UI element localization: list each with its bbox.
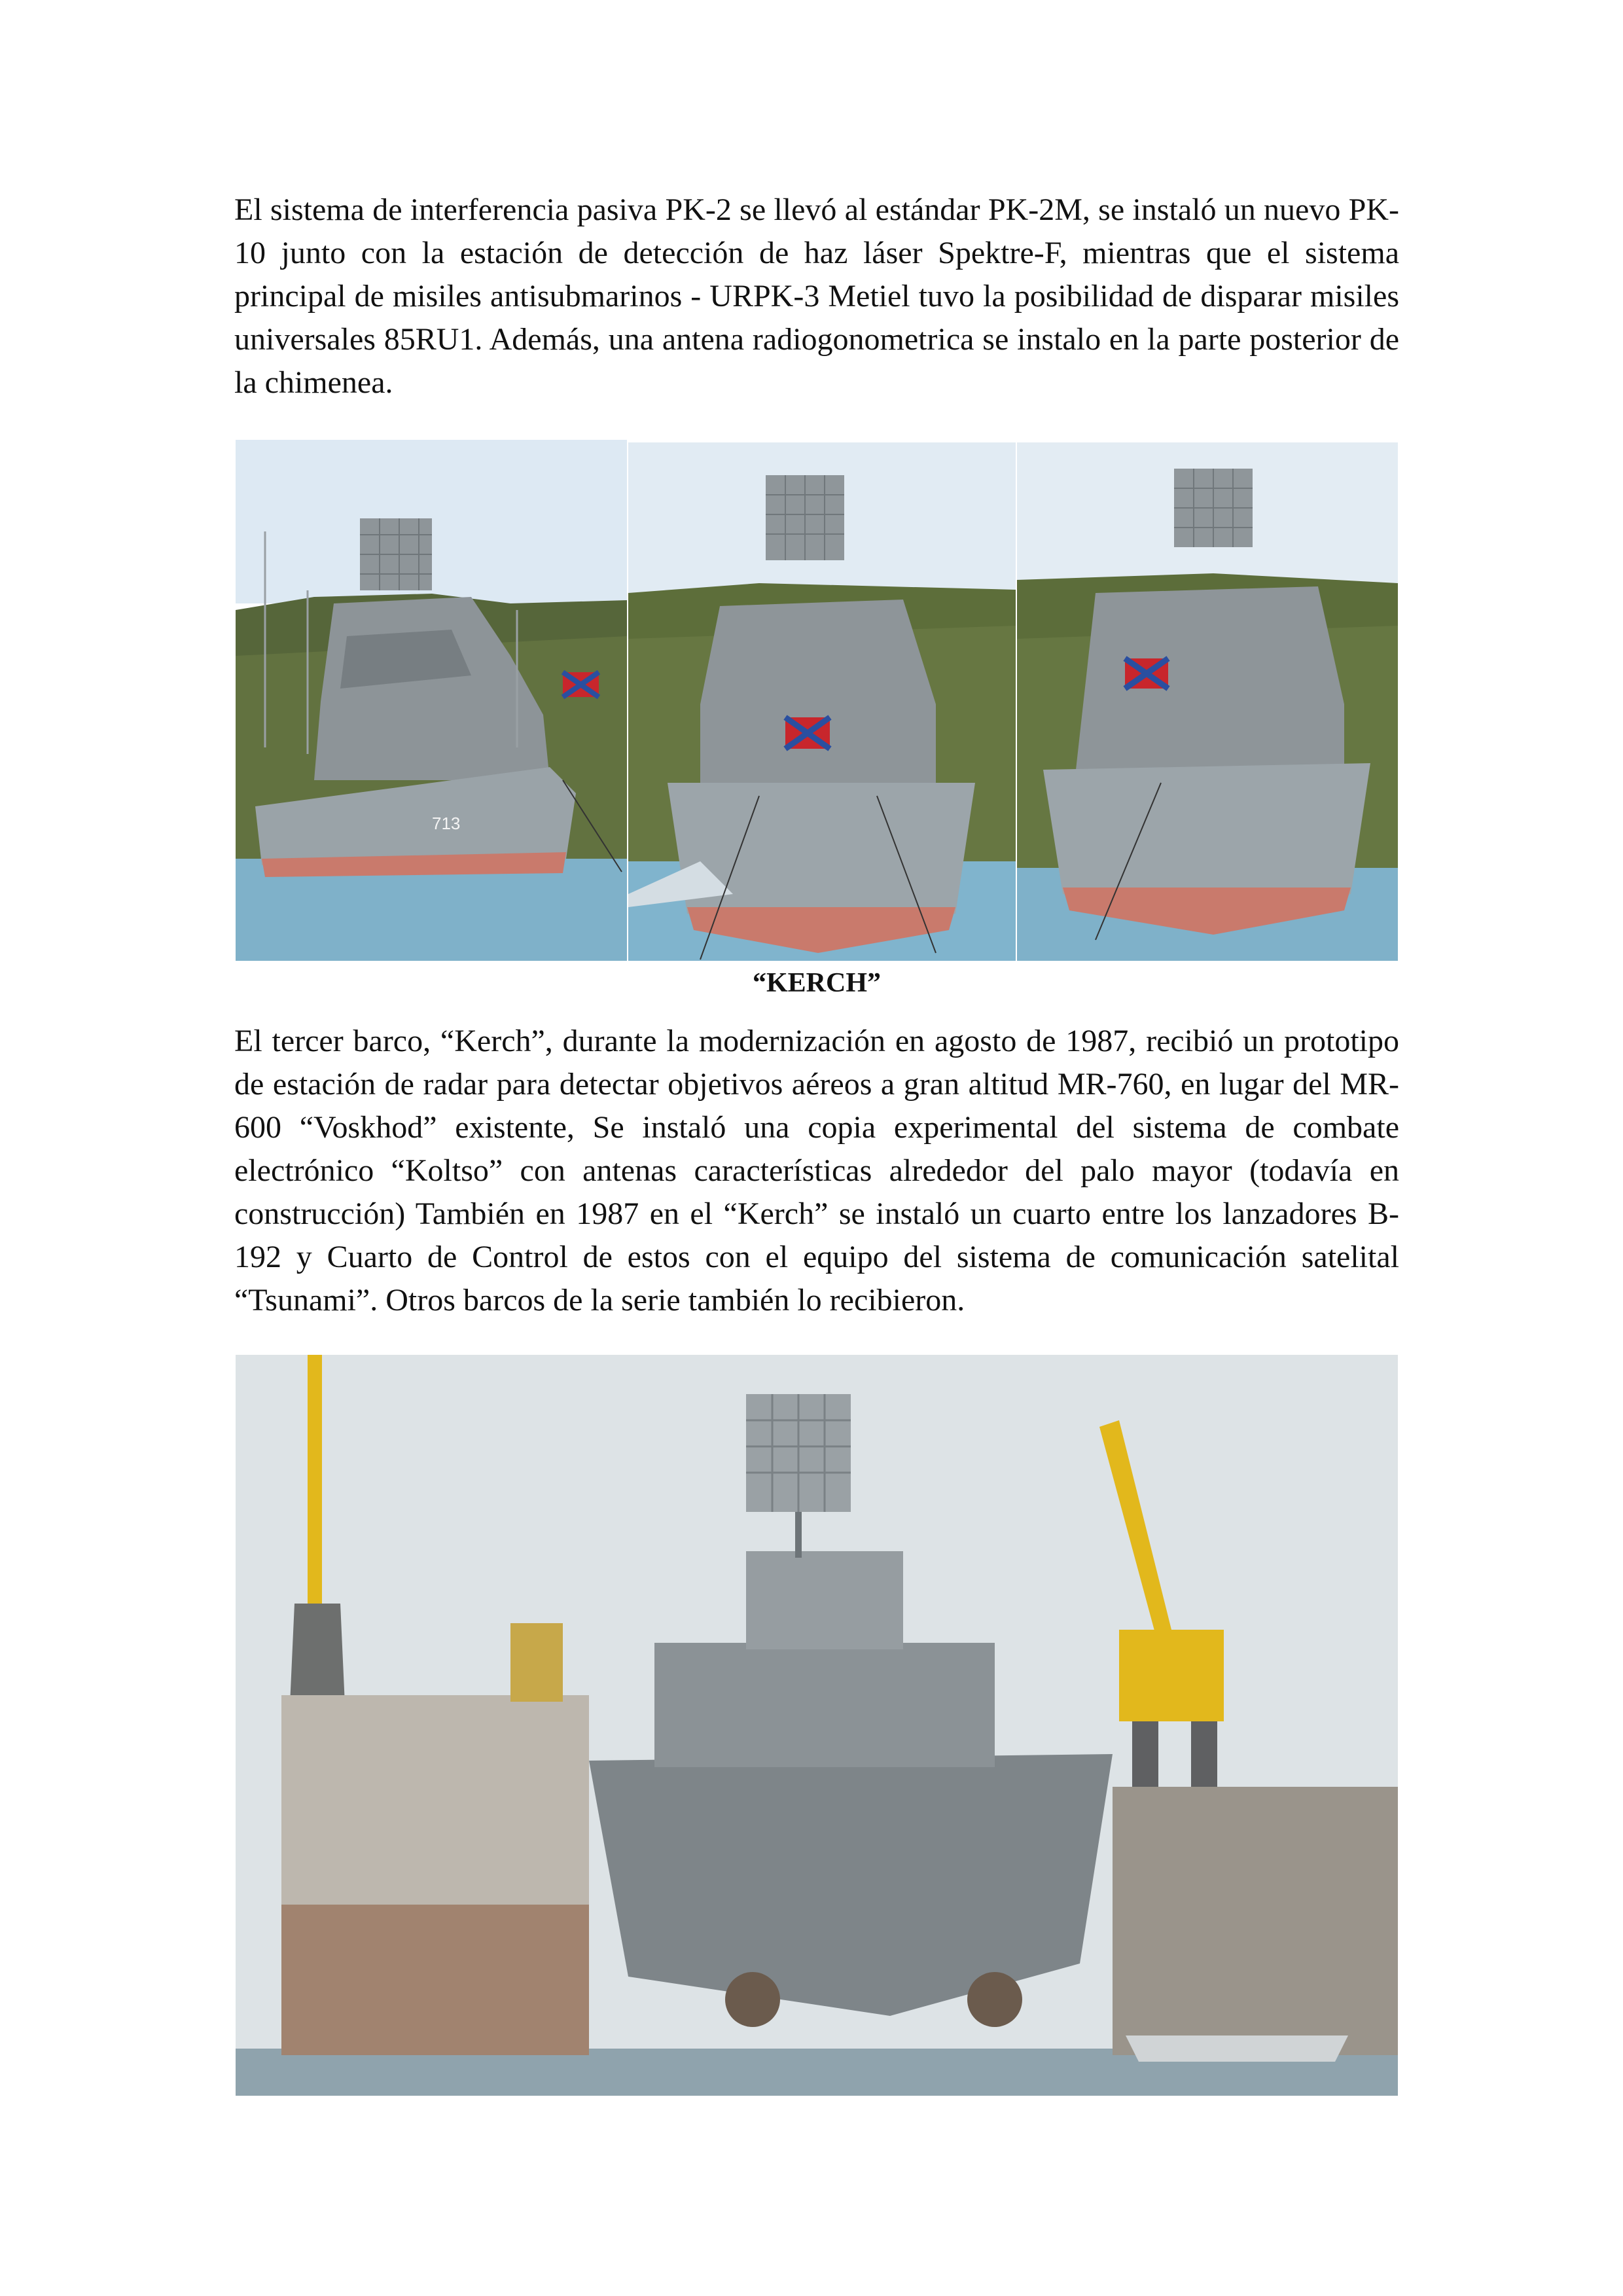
paragraph-kerch: El tercer barco, “Kerch”, durante la modernización en agosto de 1987, recibió un prototipo de estación de radar para detectar objetivos aéreos a gran altitud MR-760, en lugar del MR-600 “Voskhod” existente, Se instaló una copia experimental del sistema de combate electrónico “Koltso” con antenas características alrededor del palo mayor (todavía en construcción) También en 1987 en el “Kerch” se instaló un cuarto entre los lanzadores B-192 y Cuarto de Control de estos con el equipo del sistema de comunicación satelital “Tsunami”. Otros barcos de la serie también lo recibieron. [234,1024,1399,1318]
photo-kerch-dry-dock [236,1355,1398,2096]
paragraph-intro: El sistema de interferencia pasiva PK-2 se llevó al estándar PK-2M, se instaló un nuevo PK-10 junto con la estación de detección de haz láser Spektre-F, mientras que el sistema principal de misiles antisubmarinos - URPK-3 Metiel tuvo la posibilidad de disparar misiles universales 85RU1. Además, una antena radiogonometrica se instalo en la parte posterior de la chimenea. [234,192,1399,400]
photo-kerch-bow-view-alt [1017,442,1398,961]
photo-kerch-bow-view [628,442,1016,961]
photo-kerch-side-view [236,440,627,961]
figure-caption: “KERCH” [752,968,881,998]
hull-number: 713 [432,814,461,833]
